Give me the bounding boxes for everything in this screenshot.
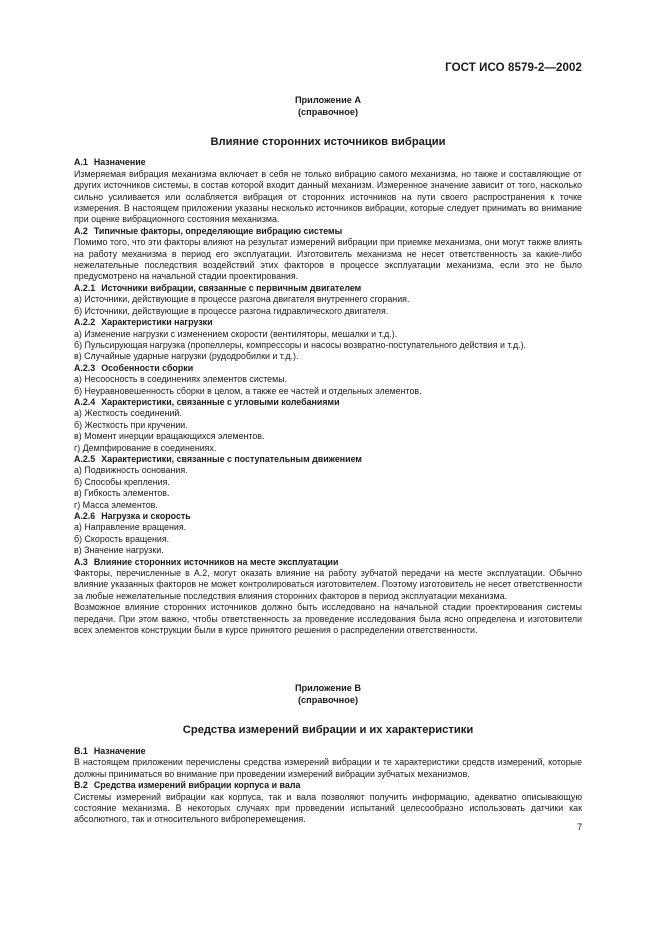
section-number: А.2.1: [74, 282, 96, 293]
section-a2-heading: [74, 226, 582, 237]
appendix-a-title: Приложение А: [294, 95, 362, 105]
section-title: Типичные факторы, определяющие вибрацию системы: [93, 225, 343, 236]
section-a21-heading: [74, 283, 582, 294]
section-number: А.1: [74, 157, 88, 168]
section-title: Характеристики, связанные с поступательным движением: [101, 453, 362, 464]
list-item: б) Способы крепления.: [74, 476, 170, 487]
section-title: Назначение: [93, 157, 146, 168]
list-item: в) Гибкость элементов.: [74, 488, 170, 499]
section-number: А.2.6: [74, 511, 96, 521]
section-number: А.2.5: [74, 453, 96, 464]
list-item: а) Источники, действующие в процессе разгона двигателя внутреннего сгорания.: [74, 294, 410, 305]
appendix-a-subtitle: (справочное): [297, 107, 358, 117]
paragraph-b2: Системы измерений вибрации как корпуса, так и вала позволяют получить информацию, адекватно описывающую состояние механизма. В некоторых случаях при проведении испытаний целесообразно использовать датчики как абсолютного, так и относительного виброперемещения.: [74, 791, 582, 825]
section-number: А.3: [74, 556, 88, 567]
section-a22-heading: [74, 317, 582, 328]
section-title: Влияние сторонних источников на месте эксплуатации: [93, 556, 339, 567]
section-number: А.2.4: [74, 396, 96, 407]
section-title: Характеристики нагрузки: [101, 317, 213, 328]
appendix-b-title: Приложение В: [294, 683, 362, 694]
list-item: б) Пульсирующая нагрузка (пропеллеры, компрессоры и насосы возвратно-поступательного действия и т.д.).: [74, 339, 527, 350]
paragraph-a3-2: Возможное влияние сторонних источников должно быть исследовано на начальной стадии проектирования системы передачи. При этом важно, чтобы ответственность за проведение исследования была ясно определена и изготовители всех элементов конструкции были в курсе принятого решения о распределении ответственности.: [74, 602, 582, 636]
paragraph-a2: Помимо того, что эти факторы влияют на результат измерений вибрации при приемке механизма, они могут также влиять на работу механизма в период его эксплуатации. Изготовитель механизма не несет ответственность за какие-либо нежелательные последствия воздействий этих факторов в процессе эксплуатации механизма, если это не было предусмотрено на начальной стадии проектирования.: [74, 237, 582, 282]
list-item: г) Демпфирование в соединениях.: [74, 442, 217, 453]
section-number: А.2: [74, 225, 88, 236]
section-title: Источники вибрации, связанные с первичным двигателем: [101, 282, 362, 293]
section-title: Характеристики, связанные с угловыми колебаниями: [101, 396, 340, 407]
section-b1-heading: [74, 746, 582, 757]
list-item: а) Направление вращения.: [74, 522, 187, 533]
list-item: б) Неуравновешенность сборки в целом, а также ее частей и отдельных элементов.: [74, 385, 422, 396]
page-number: 7: [577, 822, 583, 833]
paragraph-a1: Измеряемая вибрация механизма включает в себя не только вибрацию самого механизма, но также и составляющие от других источников системы, в состав которой входит данный механизм. Измеренное значение зависит от того, насколько сильно усиливается или ослабляется вибрация от сторонних источников на пути своего распространения к точке измерения. В настоящем приложении указаны несколько источников вибрации, которые следует принимать во внимание при оценке вибрационного состояния механизма.: [74, 168, 582, 225]
list-item: в) Случайные ударные нагрузки (рудодробилки и т.д.).: [74, 351, 299, 362]
section-b2-heading: [74, 780, 582, 791]
paragraph-b1: В настоящем приложении перечислены средства измерений вибрации и те характеристики средств измерений, которые должны приниматься во внимание при проведении измерений вибрации зубчатых механизмов.: [74, 757, 582, 779]
list-item: а) Жесткость соединений.: [74, 408, 182, 419]
section-a23-heading: [74, 363, 582, 374]
list-item: а) Изменение нагрузки с изменением скорости (вентиляторы, мешалки и т.д.).: [74, 328, 398, 339]
section-number: А.2.2: [74, 317, 96, 328]
section-a1-heading: [74, 157, 582, 168]
list-item: а) Подвижность основания.: [74, 465, 188, 476]
document-header: ГОСТ ИСО 8579-2—2002: [445, 62, 582, 74]
appendix-a-heading: Влияние сторонних источников вибрации: [210, 136, 446, 148]
section-title: Нагрузка и скорость: [101, 511, 191, 521]
list-item: в) Момент инерции вращающихся элементов.: [74, 431, 265, 442]
section-a24-heading: [74, 397, 582, 408]
section-number: В.1: [74, 745, 88, 756]
list-item: г) Масса элементов.: [74, 499, 158, 510]
appendix-b-heading: Средства измерений вибрации и их характеристики: [182, 724, 474, 737]
section-number: В.2: [74, 780, 88, 791]
section-a3-heading: [74, 557, 582, 568]
list-item: б) Источники, действующие в процессе разгона гидравлического двигателя.: [74, 305, 389, 316]
list-item: в) Значение нагрузки.: [74, 545, 164, 556]
section-a25-heading: [74, 454, 582, 465]
list-item: а) Несоосность в соединениях элементов системы.: [74, 374, 288, 385]
section-title: Назначение: [93, 745, 146, 756]
section-title: Особенности сборки: [101, 362, 194, 373]
section-a26-heading: [74, 511, 582, 522]
list-item: б) Жесткость при кручении.: [74, 419, 188, 430]
spacer: [74, 636, 582, 682]
appendix-b-subtitle: (справочное): [297, 695, 358, 706]
section-number: А.2.3: [74, 362, 96, 373]
list-item: б) Скорость вращения.: [74, 533, 170, 544]
section-title: Средства измерений вибрации корпуса и вала: [93, 780, 301, 791]
paragraph-a3-1: Факторы, перечисленные в А.2, могут оказать влияние на работу зубчатой передачи на месте эксплуатации. Обычно влияние указанных факторов не может контролироваться изготовителем. Поэтому изготовитель не несет ответственности за любые нежелательные последствия влияния сторонних факторов в период эксплуатации механизма.: [74, 568, 582, 601]
document-body: [74, 94, 582, 826]
